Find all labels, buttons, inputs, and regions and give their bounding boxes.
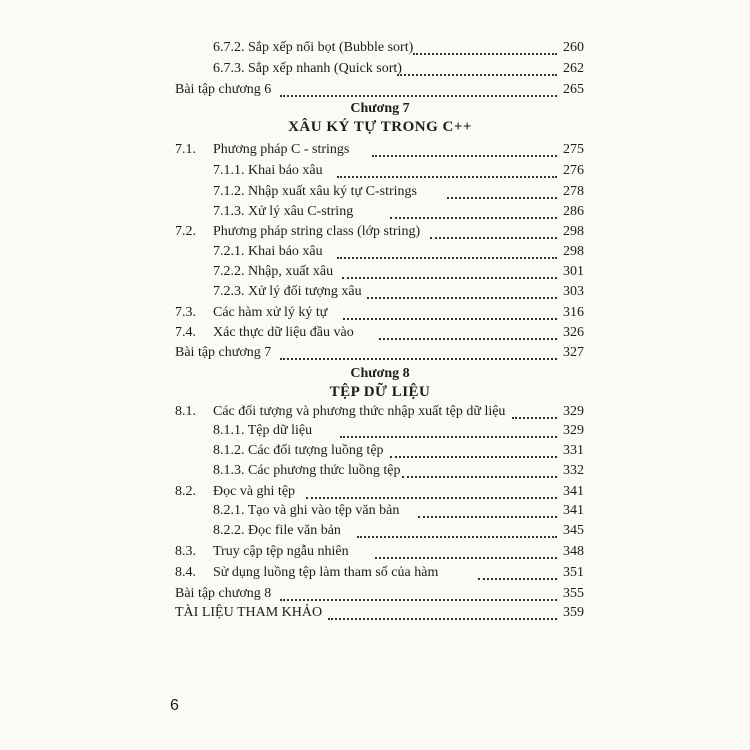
toc-leader [372,155,557,157]
toc-entry [0,541,750,563]
toc-entry [0,37,750,59]
toc-leader [280,599,557,601]
toc-entry-title: 7.1.1. Khai báo xâu [213,163,323,178]
toc-leader [418,516,557,518]
toc-entry-page: 276 [563,163,584,178]
toc-entry [0,322,750,344]
toc-entry-title: Xác thực dữ liệu đầu vào [213,325,354,340]
toc-leader [390,217,557,219]
toc-leader [512,417,557,419]
toc-entry-page: 329 [563,404,584,419]
toc-entry-page: 265 [563,82,584,97]
toc-entry-title: 8.1.1. Tệp dữ liệu [213,423,313,438]
toc-entry [0,201,750,223]
toc-entry [0,281,750,303]
toc-leader [337,257,557,259]
toc-entry-title: Phương pháp string class (lớp string) [213,224,421,239]
toc-leader [280,358,557,360]
toc-entry-title: Phương pháp C - strings [213,142,350,157]
toc-leader [340,436,557,438]
toc-entry-page: 301 [563,264,584,279]
toc-entry [0,79,750,101]
toc-entry-page: 326 [563,325,584,340]
toc-leader [343,318,557,320]
toc-entry-page: 341 [563,484,584,499]
toc-entry [0,221,750,243]
toc-entry-page: 351 [563,565,584,580]
toc-entry [0,420,750,442]
toc-entry [0,440,750,462]
toc-entry-number: 8.1. [175,404,196,419]
toc-entry [0,562,750,584]
toc-leader [379,338,557,340]
toc-entry-page: 298 [563,244,584,259]
toc-entry [0,342,750,364]
toc-entry-title: 8.1.2. Các đối tượng luồng tệp [213,443,384,458]
toc-entry [0,139,750,161]
toc-entry-number: 7.1. [175,142,196,157]
toc-leader [342,277,557,279]
toc-entry [0,160,750,182]
toc-entry-title: 7.2.3. Xử lý đối tượng xâu [213,284,362,299]
toc-entry-title: 6.7.3. Sắp xếp nhanh (Quick sort) [213,61,402,76]
toc-entry-title: 8.2.1. Tạo và ghi vào tệp văn bản [213,503,400,518]
toc-leader [397,74,557,76]
toc-leader [375,557,557,559]
toc-entry-page: 278 [563,184,584,199]
chapter-7-label: Chương 7 [350,101,410,116]
page-number: 6 [170,697,179,714]
toc-leader [390,456,557,458]
chapter-8-label: Chương 8 [350,366,410,381]
toc-leader [402,476,557,478]
toc-leader [430,237,557,239]
toc-entry [0,520,750,542]
toc-entry-title: 6.7.2. Sắp xếp nổi bọt (Bubble sort) [213,40,414,55]
toc-entry-page: 303 [563,284,584,299]
toc-entry-title: 8.2.2. Đọc file văn bản [213,523,341,538]
toc-entry-title: 7.1.3. Xử lý xâu C-string [213,204,354,219]
toc-entry-title: Đọc và ghi tệp [213,484,296,499]
toc-leader [413,53,557,55]
toc-entry [0,181,750,203]
toc-entry [0,500,750,522]
toc-entry-page: 260 [563,40,584,55]
toc-entry-page: 316 [563,305,584,320]
toc-entry-title: Bài tập chương 8 [175,586,272,601]
toc-entry-title: 7.2.2. Nhập, xuất xâu [213,264,334,279]
toc-entry-page: 359 [563,605,584,620]
toc-entry [0,261,750,283]
toc-entry-page: 355 [563,586,584,601]
toc-entry-page: 275 [563,142,584,157]
toc-entry-page: 341 [563,503,584,518]
toc-entry [0,460,750,482]
toc-entry-page: 262 [563,61,584,76]
toc-entry-title: Bài tập chương 6 [175,82,272,97]
toc-entry-page: 329 [563,423,584,438]
toc-entry-title: Bài tập chương 7 [175,345,272,360]
toc-leader [357,536,557,538]
toc-entry [0,241,750,263]
toc-entry-number: 7.4. [175,325,196,340]
toc-leader [447,197,557,199]
toc-leader [328,618,557,620]
chapter-8-title: TỆP DỮ LIỆU [329,384,431,400]
toc-entry-number: 7.3. [175,305,196,320]
toc-entry-page: 327 [563,345,584,360]
toc-leader [367,297,557,299]
toc-entry [0,302,750,324]
chapter-7-title: XÂU KÝ TỰ TRONG C++ [288,119,472,135]
toc-entry-number: 7.2. [175,224,196,239]
toc-entry-title: 8.1.3. Các phương thức luồng tệp [213,463,401,478]
toc-entry-title: 7.2.1. Khai báo xâu [213,244,323,259]
toc-entry-title: Truy cập tệp ngẫu nhiên [213,544,349,559]
toc-entry-title: TÀI LIỆU THAM KHẢO [175,605,323,620]
toc-entry-page: 345 [563,523,584,538]
toc-leader [478,578,557,580]
toc-entry-page: 348 [563,544,584,559]
toc-entry-title: Các đối tượng và phương thức nhập xuất tệp dữ liệu [213,404,506,419]
toc-entry [0,58,750,80]
toc-entry-number: 8.2. [175,484,196,499]
toc-entry-number: 8.3. [175,544,196,559]
toc-entry-title: Các hàm xử lý ký tự [213,305,328,320]
toc-entry [0,602,750,624]
toc-entry-number: 8.4. [175,565,196,580]
toc-leader [306,497,557,499]
toc-entry-page: 286 [563,204,584,219]
toc-entry-page: 332 [563,463,584,478]
toc-entry-title: Sử dụng luồng tệp làm tham số của hàm [213,565,439,580]
toc-leader [280,95,557,97]
toc-entry-page: 298 [563,224,584,239]
toc-leader [337,176,557,178]
toc-entry-title: 7.1.2. Nhập xuất xâu ký tự C-strings [213,184,417,199]
toc-entry-page: 331 [563,443,584,458]
